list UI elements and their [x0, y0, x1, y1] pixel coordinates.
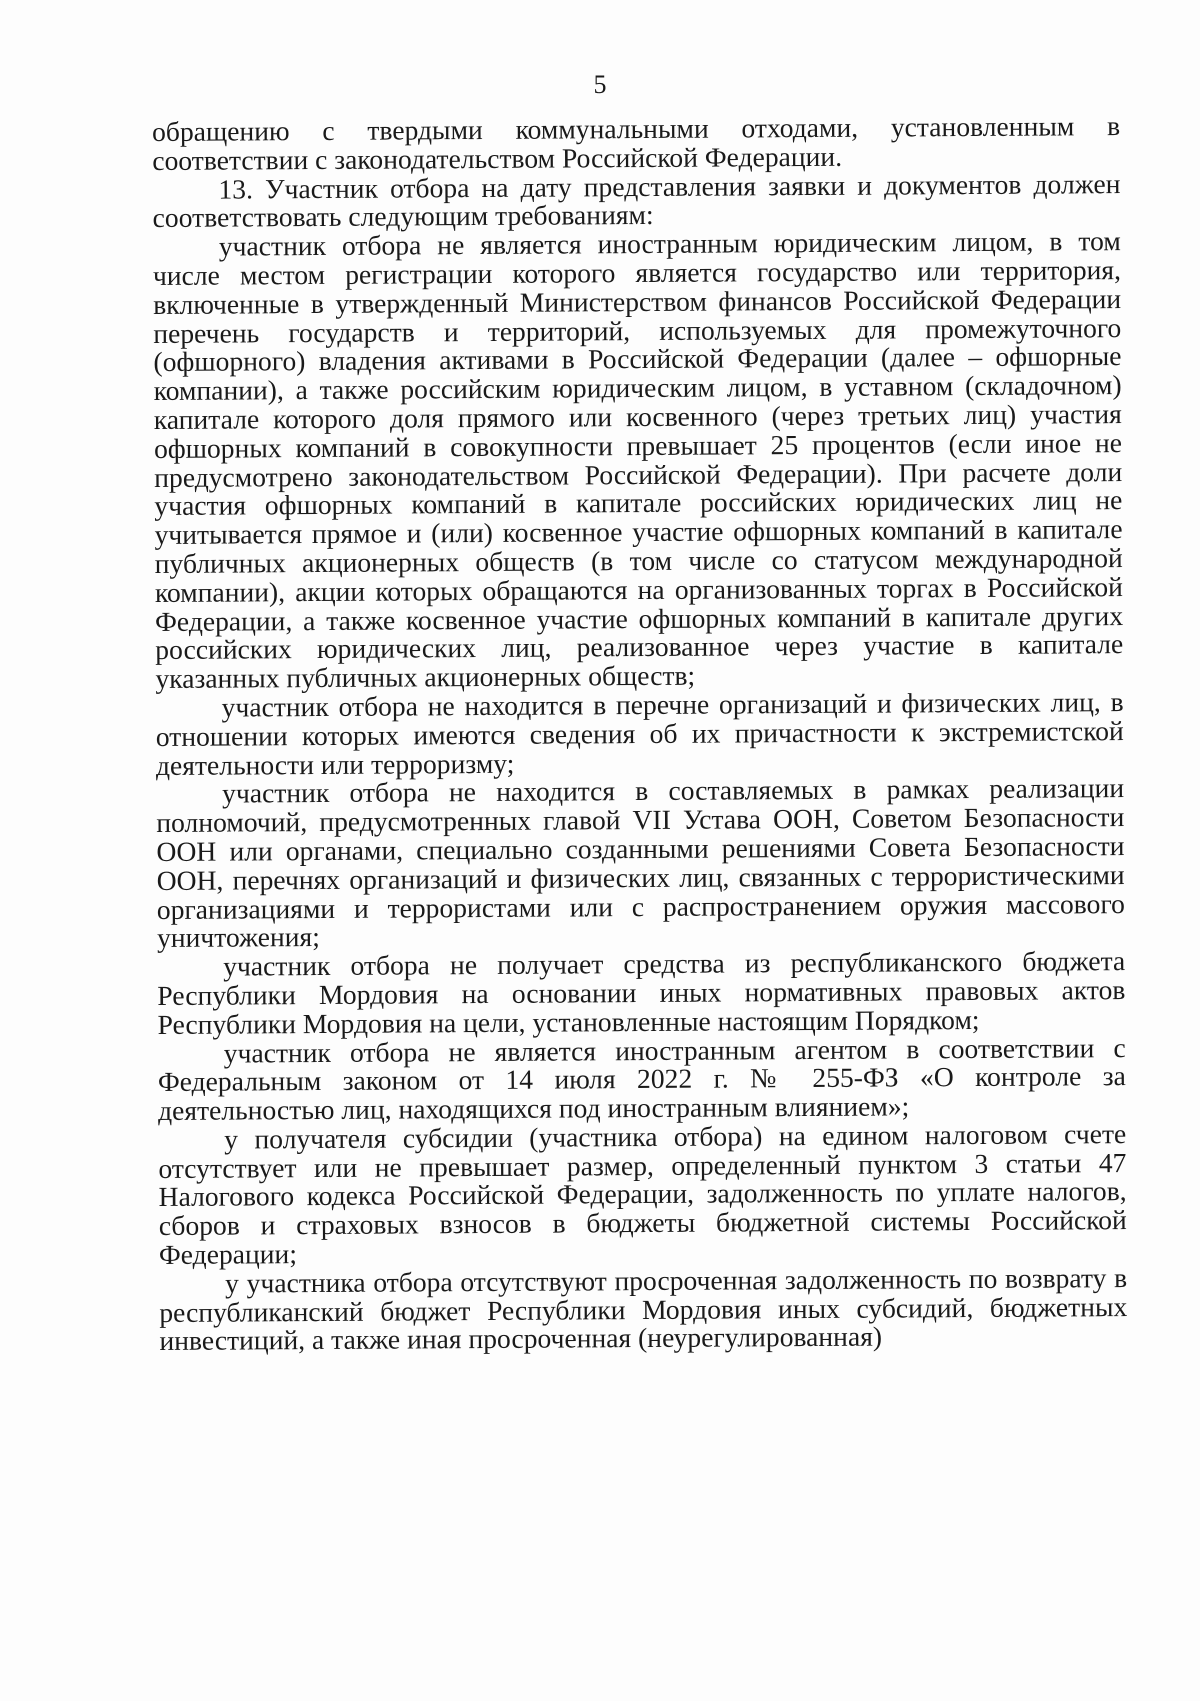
document-body — [152, 112, 1128, 1356]
paragraph-foreign-agent-requirement: участник отбора не является иностранным агентом в соответствии с Федеральным законом от 14 июля 2022 г. № 255-ФЗ «О контроле за деятельностью лиц, находящихся под иностранным влиянием»; — [157, 1031, 1126, 1127]
page-number: 5 — [593, 70, 607, 99]
paragraph-continuation: обращению с твердыми коммунальными отходами, установленным в соответствии с законодательством Российской Федерации. — [151, 110, 1121, 176]
paragraph-offshore-requirement: участник отбора не является иностранным юридическим лицом, в том числе местом регистрации которого является государство или территория, включенные в утвержденный Министерством финансов Российской Федерации перечень государств и территорий, используемых для промежуточного (офшорного) владения активами в Российской Федерации (далее – офшорные компании), а также российским юридическим лицом, в уставном (складочном) капитале которого доля прямого или косвенного (через третьих лиц) участия офшорных компаний в совокупности превышает 25 процентов (если иное не предусмотрено законодательством Российской Федерации). При расчете доли участия офшорных компаний в капитале российских юридических лиц не учитывается прямое и (или) косвенное участие офшорных компаний в капитале публичных акционерных обществ (в том числе со статусом международной компании), акции которых обращаются на организованных торгах в Российской Федерации, а также косвенное участие офшорных компаний в капитале других российских юридических лиц, реализованное через участие в капитале указанных публичных акционерных обществ; — [152, 225, 1124, 695]
paragraph-budget-funds-requirement: участник отбора не получает средства из республиканского бюджета Республики Мордовия на основании иных нормативных правовых актов Республики Мордовия на цели, установленные настоящим Порядком; — [157, 945, 1126, 1040]
paragraph-extremism-requirement: участник отбора не находится в перечне организаций и физических лиц, в отношении которых имеются сведения об их причастности к экстремистской деятельности или терроризму; — [155, 686, 1124, 781]
paragraph-tax-debt-requirement: у получателя субсидии (участника отбора) на едином налоговом счете отсутствует или не превышает размер, определенный пунктом 3 статьи 47 Налогового кодекса Российской Федерации, задолженность по уплате налогов, сборов и страховых взносов в бюджеты бюджетной системы Российской Федерации; — [158, 1117, 1127, 1271]
paragraph-un-sanctions-requirement: участник отбора не находится в составляемых в рамках реализации полномочий, предусмотренных главой VII Устава ООН, Советом Безопасности ООН или органами, специально созданными решениями Совета Безопасности ООН, перечнях организаций и физических лиц, связанных с террористическими организациями и террористами или с распространением оружия массового уничтожения; — [156, 772, 1125, 954]
paragraph-item-13: 13. Участник отбора на дату представления заявки и документов должен соответствовать следующим требованиям: — [152, 167, 1121, 234]
paragraph-overdue-debt-requirement: у участника отбора отсутствуют просроченная задолженность по возврату в республиканский бюджет Республики Мордовия иных субсидий, бюджетных инвестиций, а также иная просроченная (неурегулированная) — [159, 1261, 1128, 1357]
